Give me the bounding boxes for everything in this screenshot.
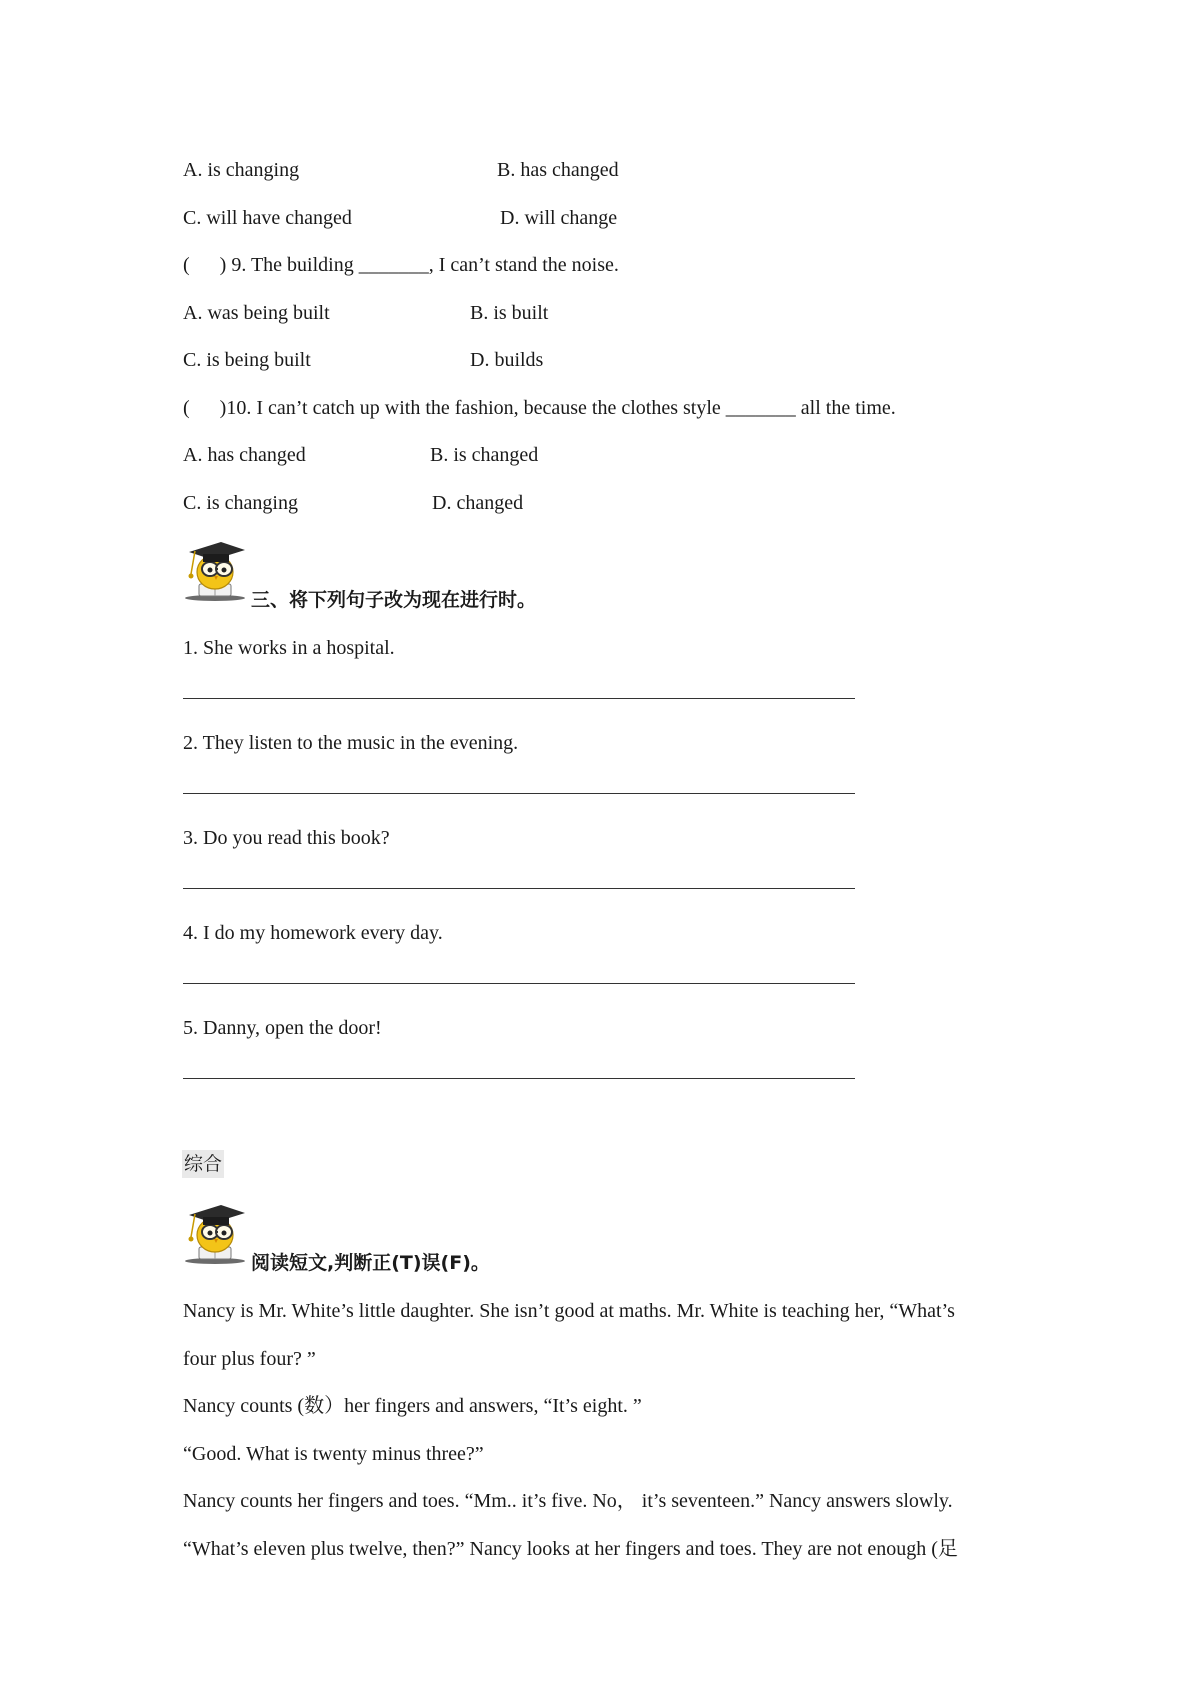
q8-option-a: A. is changing xyxy=(183,159,300,181)
q9-option-d: D. builds xyxy=(470,349,544,371)
answer-line-3 xyxy=(183,888,855,889)
q9-stem: ( ) 9. The building _______, I can’t stand the noise. xyxy=(183,254,619,276)
q8-option-d: D. will change xyxy=(500,207,618,229)
section3-item-1: 1. She works in a hospital. xyxy=(183,637,395,659)
q9-option-c: C. is being built xyxy=(183,349,311,371)
section3-item-3: 3. Do you read this book? xyxy=(183,827,390,849)
answer-line-5 xyxy=(183,1078,855,1079)
q8-option-b: B. has changed xyxy=(497,159,619,181)
section3-item-5: 5. Danny, open the door! xyxy=(183,1017,382,1039)
q9-option-a: A. was being built xyxy=(183,302,330,324)
passage-line-3: Nancy counts (数）her fingers and answers, “It’s eight. ” xyxy=(183,1395,642,1417)
q10-option-c: C. is changing xyxy=(183,492,298,514)
passage-line-6: “What’s eleven plus twelve, then?” Nancy looks at her fingers and toes. They are not enough (足 xyxy=(183,1538,958,1560)
owl-scholar-icon xyxy=(183,536,247,602)
section-tag-comprehensive: 综合 xyxy=(182,1150,224,1178)
passage-line-2: four plus four? ” xyxy=(183,1348,316,1370)
q8-option-c: C. will have changed xyxy=(183,207,352,229)
owl-scholar-icon xyxy=(183,1199,247,1265)
passage-line-4: “Good. What is twenty minus three?” xyxy=(183,1443,484,1465)
answer-line-2 xyxy=(183,793,855,794)
q10-option-b: B. is changed xyxy=(430,444,539,466)
q10-stem: ( )10. I can’t catch up with the fashion, because the clothes style _______ all the time. xyxy=(183,397,896,419)
answer-line-4 xyxy=(183,983,855,984)
q9-option-b: B. is built xyxy=(470,302,549,324)
q10-option-d: D. changed xyxy=(432,492,524,514)
q10-option-a: A. has changed xyxy=(183,444,306,466)
answer-line-1 xyxy=(183,698,855,699)
section3-item-2: 2. They listen to the music in the evening. xyxy=(183,732,519,754)
section3-item-4: 4. I do my homework every day. xyxy=(183,922,443,944)
passage-line-5: Nancy counts her fingers and toes. “Mm.. it’s five. No， it’s seventeen.” Nancy answers slowly. xyxy=(183,1490,953,1512)
section3-heading: 三、将下列句子改为现在进行时。 xyxy=(251,589,537,611)
passage-line-1: Nancy is Mr. White’s little daughter. She isn’t good at maths. Mr. White is teaching her, “What’s xyxy=(183,1300,955,1322)
reading-heading: 阅读短文,判断正(T)误(F)。 xyxy=(251,1252,490,1274)
